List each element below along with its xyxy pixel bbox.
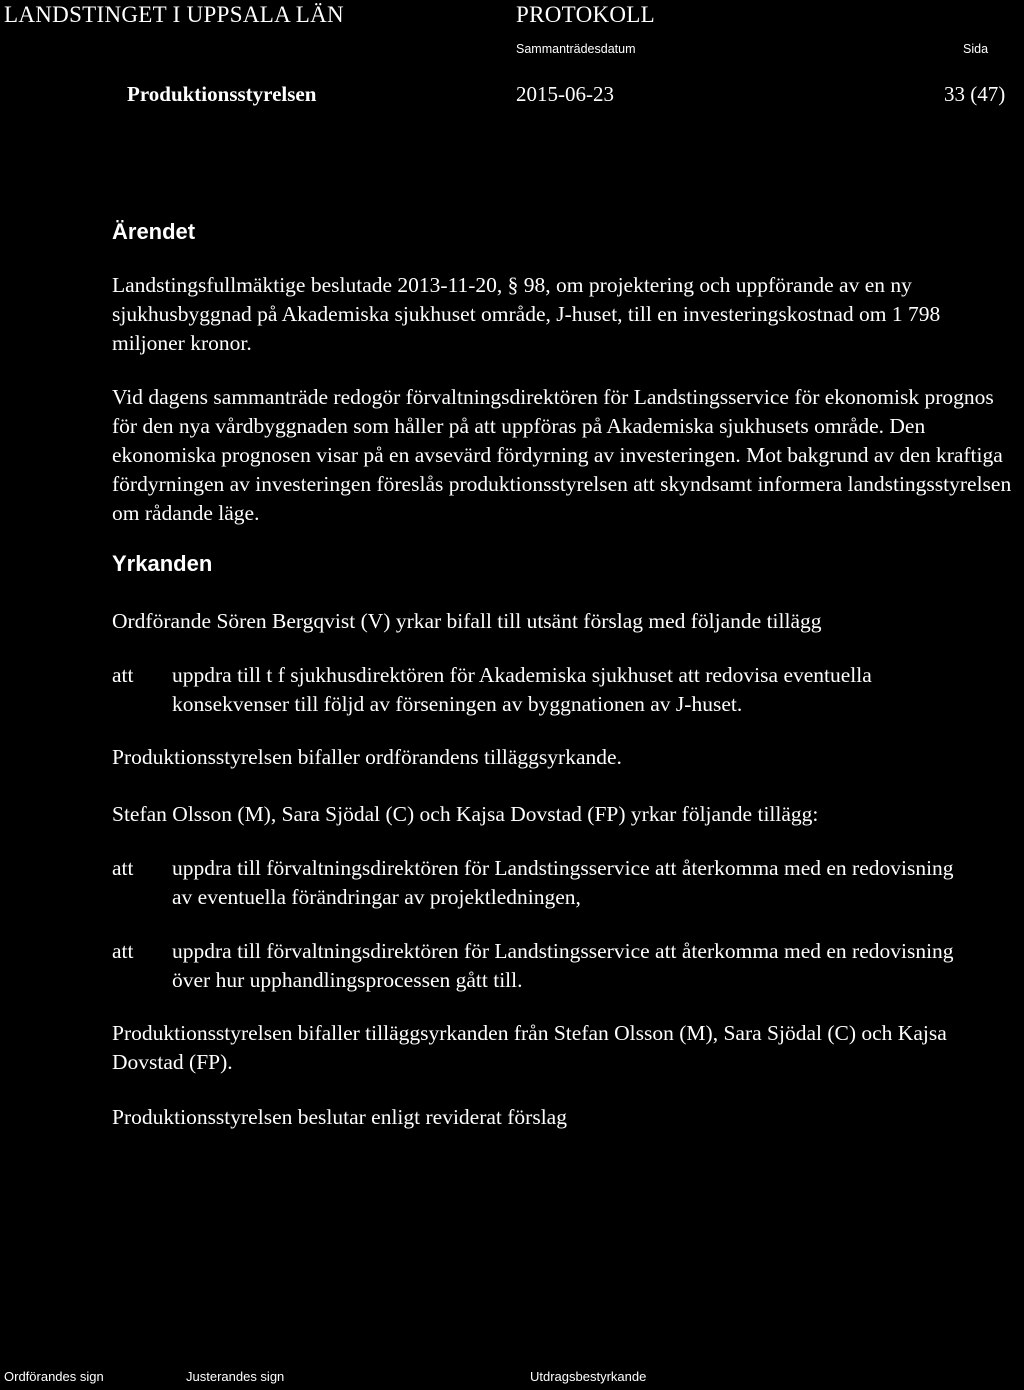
page-label: Sida (963, 42, 989, 56)
paragraph-chair-approval: Produktionsstyrelsen bifaller ordförandens tilläggsyrkande. (112, 745, 622, 769)
section-heading-arendet: Ärendet (112, 219, 196, 244)
att-clause-text: uppdra till förvaltningsdirektören för Landstingsservice att återkomma med en redovisning av eventuella förändringar av projektledningen, (172, 856, 954, 909)
page-number: 33 (47) (944, 82, 1006, 106)
board-name: Produktionsstyrelsen (127, 82, 317, 106)
paragraph-decision-background: Landstingsfullmäktige beslutade 2013-11-20, § 98, om projektering och uppförande av en ny sjukhusbyggnad på Akademiska sjukhuset område, J-huset, till en investeringskostnad om 1 798 miljoner kronor. (112, 273, 941, 355)
document-type: PROTOKOLL (516, 2, 656, 27)
att-keyword: att (112, 856, 134, 880)
footer-adjuster-sign: Justerandes sign (186, 1369, 285, 1384)
footer-extract-cert: Utdragsbestyrkande (530, 1369, 647, 1384)
date-label: Sammanträdesdatum (516, 42, 636, 56)
att-keyword: att (112, 939, 134, 963)
paragraph-final-decision: Produktionsstyrelsen beslutar enligt reviderat förslag (112, 1105, 567, 1129)
paragraph-prognosis: Vid dagens sammanträde redogör förvaltningsdirektören för Landstingsservice för ekonomisk prognos för den nya vårdbyggnaden som håller på att uppföras på Akademiska sjukhusets område. Den ekonomiska prognosen visar på en avsevärd fördyrning av investeringen. Mot bakgrund av den kraftiga fördyrningen av investeringen föreslås produktionsstyrelsen att skyndsamt informera landstingsstyrelsen om rådande läge. (112, 385, 1012, 525)
att-clause-text: uppdra till förvaltningsdirektören för Landstingsservice att återkomma med en redovisning över hur upphandlingsprocessen gått till. (172, 939, 954, 992)
meeting-date: 2015-06-23 (516, 82, 614, 106)
att-keyword: att (112, 663, 134, 687)
paragraph-chair-motion: Ordförande Sören Bergqvist (V) yrkar bifall till utsänt förslag med följande tillägg (112, 609, 822, 633)
att-clause-text: uppdra till t f sjukhusdirektören för Akademiska sjukhuset att redovisa eventuella konsekvenser till följd av förseningen av byggnationen av J-huset. (172, 663, 872, 716)
footer-chair-sign: Ordförandes sign (4, 1369, 104, 1384)
paragraph-additional-motion: Stefan Olsson (M), Sara Sjödal (C) och Kajsa Dovstad (FP) yrkar följande tillägg: (112, 802, 819, 826)
organization-name: LANDSTINGET I UPPSALA LÄN (4, 2, 344, 27)
section-heading-yrkanden: Yrkanden (112, 551, 213, 576)
paragraph-additional-approval: Produktionsstyrelsen bifaller tilläggsyrkanden från Stefan Olsson (M), Sara Sjödal (C) och Kajsa Dovstad (FP). (112, 1021, 947, 1074)
